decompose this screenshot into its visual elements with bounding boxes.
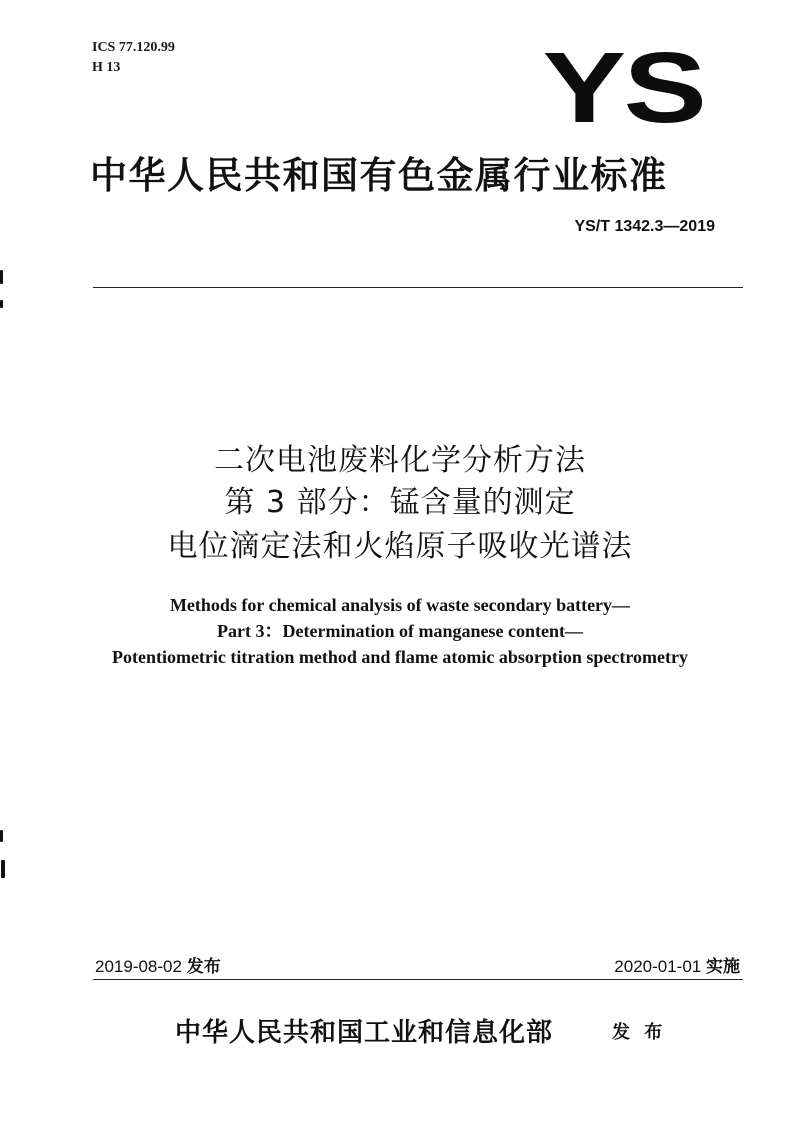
standard-title: 中华人民共和国有色金属行业标准 [90, 154, 668, 197]
title-cn-line-2: 第 3 部分：锰含量的测定 [224, 485, 576, 520]
issuer-suffix: 发 布 [612, 1022, 667, 1043]
footer-divider [93, 979, 743, 980]
classification-codes [92, 38, 175, 78]
ccs-code: H 13 [92, 60, 121, 75]
title-en-line-1: Methods for chemical analysis of waste secondary battery— [169, 595, 631, 615]
title-en-line-3: Potentiometric titration method and flame atomic absorption spectrometry [111, 647, 689, 667]
implement-label: 实施 [706, 957, 740, 977]
title-cn-line-1: 二次电池废料化学分析方法 [214, 443, 586, 478]
implement-date-block [614, 955, 740, 979]
title-cn-line-3: 电位滴定法和火焰原子吸收光谱法 [167, 529, 633, 564]
scan-mark-3 [0, 830, 3, 842]
header-divider [93, 287, 743, 288]
issue-label: 发布 [186, 957, 221, 977]
implement-date: 2020-01-01 [614, 957, 702, 976]
issue-date: 2019-08-02 [95, 957, 182, 976]
issuing-authority: 中华人民共和国工业和信息化部 [175, 1018, 554, 1048]
ics-code: ICS 77.120.99 [92, 40, 175, 55]
ys-logo: YS [542, 32, 704, 144]
scan-mark-1 [0, 270, 3, 284]
scan-mark-2 [0, 300, 3, 308]
standard-number: YS/T 1342.3—2019 [574, 218, 715, 235]
scan-mark-4 [1, 860, 5, 878]
issue-date-block [95, 955, 221, 979]
title-en-line-2: Part 3：Determination of manganese content— [217, 621, 583, 641]
